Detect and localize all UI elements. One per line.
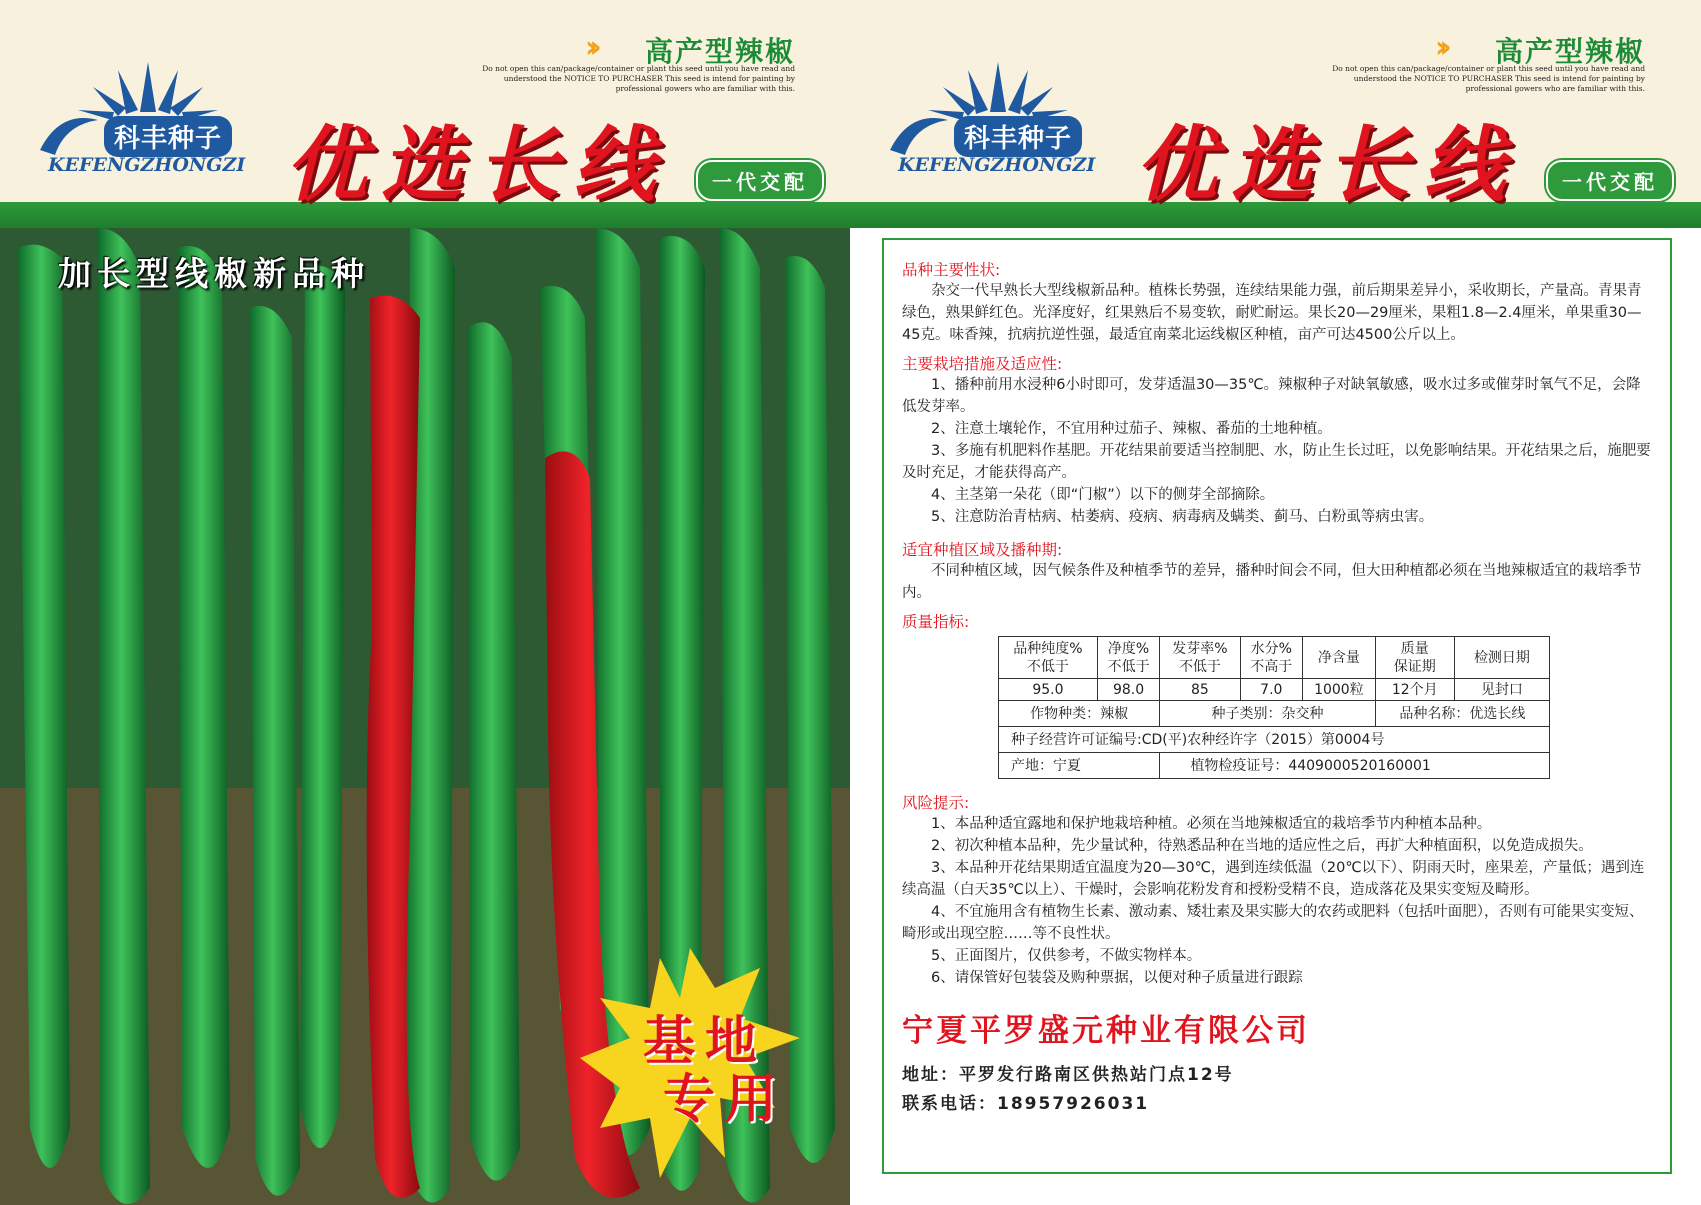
table-cell: 1000粒 [1303, 679, 1376, 701]
list-item: 3、多施有机肥料作基肥。开花结果前要适当控制肥、水，防止生长过旺，以免影响结果。开花结果之后，施肥要及时充足，才能获得高产。 [902, 443, 1651, 481]
traits-text: 杂交一代早熟长大型线椒新品种。植株长势强，连续结果能力强，前后期果差异小，采收期长，产量高。青果青绿色，熟果鲜红色。光泽度好，红果熟后不易变软，耐贮耐运。果长20—29厘米，果粗1.8—2.4厘米，单果重30—45克。味香辣，抗病抗逆性强，最适宜南菜北运线椒区种植，亩产可达4500公斤以上。 [902, 283, 1642, 343]
section-title-cultivation: 主要栽培措施及适应性: [902, 355, 1063, 373]
table-header: 水分% 不高于 [1240, 637, 1303, 679]
quality-table [998, 636, 1550, 779]
company-name: 宁夏平罗盛元种业有限公司 [902, 1013, 1310, 1049]
list-item: 6、请保管好包装袋及购种票据，以便对种子质量进行跟踪 [931, 970, 1303, 986]
f1-badge: 一代交配 [1546, 160, 1674, 201]
table-cell: 植物检疫证号：4409000520160001 [1160, 753, 1550, 779]
list-item: 3、本品种开花结果期适宜温度为20—30℃，遇到连续低温（20℃以下）、阴雨天时，座果差，产量低；遇到连续高温（白天35℃以上）、干燥时，会影响花粉发育和授粉受精不良，造成落花及果实变短及畸形。 [902, 860, 1645, 898]
table-cell: 品种名称：优选长线 [1375, 701, 1549, 727]
logo-subtitle: KEFENGZHONGZI [48, 154, 246, 176]
table-cell: 98.0 [1097, 679, 1160, 701]
table-header: 发芽率% 不低于 [1160, 637, 1240, 679]
wave-icon [890, 110, 950, 160]
table-cell: 12个月 [1375, 679, 1454, 701]
list-item: 4、主茎第一朵花（即“门椒”）以下的侧芽全部摘除。 [931, 487, 1275, 503]
table-header: 质量 保证期 [1375, 637, 1454, 679]
badge-line-2: 专用 [663, 1069, 788, 1130]
table-header: 品种纯度% 不低于 [999, 637, 1098, 679]
section-title-region: 适宜种植区域及播种期: [902, 541, 1063, 559]
pepper-photo [0, 228, 850, 1205]
list-item: 5、注意防治青枯病、枯萎病、疫病、病毒病及螨类、蓟马、白粉虱等病虫害。 [931, 509, 1434, 525]
badge-line-1: 基地 [643, 1011, 768, 1072]
table-cell: 85 [1160, 679, 1240, 701]
list-item: 5、正面图片，仅供参考，不做实物样本。 [931, 948, 1202, 964]
table-cell: 产地：宁夏 [999, 753, 1160, 779]
table-cell: 见封口 [1454, 679, 1549, 701]
f1-badge: 一代交配 [696, 160, 824, 201]
logo-text: 科丰种子 [104, 116, 232, 157]
notice-text: Do not open this can/package/container or plant this seed until you have read and understood the NOTICE TO PURCHASER This seed is intend for painting by professional gowers who are familiar with this. [482, 64, 795, 93]
table-cell: 种子经营许可证编号:CD(平)农种经许字（2015）第0004号 [999, 727, 1550, 753]
table-cell: 作物种类：辣椒 [999, 701, 1160, 727]
chevron-icon: ›› [585, 30, 594, 65]
table-cell: 95.0 [999, 679, 1098, 701]
section-title-traits: 品种主要性状: [902, 261, 1001, 279]
region-text: 不同种植区域，因气候条件及种植季节的差异，播种时间会不同，但大田种植都必须在当地辣椒适宜的栽培季节内。 [902, 563, 1642, 601]
list-item: 2、初次种植本品种，先少量试种，待熟悉品种在当地的适应性之后，再扩大种植面积，以免造成损失。 [931, 838, 1593, 854]
photo-headline: 加长型线椒新品种 [58, 254, 370, 293]
list-item: 2、注意土壤轮作，不宜用种过茄子、辣椒、番茄的土地种植。 [931, 421, 1332, 437]
header-left [0, 0, 850, 213]
wave-icon [40, 110, 100, 160]
list-item: 1、本品种适宜露地和保护地栽培种植。必须在当地辣椒适宜的栽培季节内种植本品种。 [931, 816, 1492, 832]
list-item: 1、播种前用水浸种6小时即可，发芽适温30—35℃。辣椒种子对缺氧敏感，吸水过多或催芽时氧气不足，会降低发芽率。 [902, 377, 1641, 415]
product-title: 优选长线 [1135, 117, 1519, 213]
product-title: 优选长线 [285, 117, 669, 213]
cultivation-list [902, 374, 1652, 528]
info-content [902, 258, 1652, 1114]
table-header: 净含量 [1303, 637, 1376, 679]
tagline: 高产型辣椒 [645, 35, 796, 68]
logo-text: 科丰种子 [954, 116, 1082, 157]
table-cell: 种子类别：杂交种 [1160, 701, 1375, 727]
chevron-icon: ›› [1435, 30, 1444, 65]
risk-list [902, 813, 1652, 989]
base-use-badge [643, 1013, 787, 1129]
table-cell: 7.0 [1240, 679, 1303, 701]
logo-subtitle: KEFENGZHONGZI [898, 154, 1096, 176]
list-item: 4、不宜施用含有植物生长素、激动素、矮壮素及果实膨大的农药或肥料（包括叶面肥），否则有可能果实变短、畸形或出现空腔……等不良性状。 [902, 904, 1644, 942]
company-phone: 联系电话：18957926031 [902, 1094, 1150, 1114]
table-header: 检测日期 [1454, 637, 1549, 679]
header-right [850, 0, 1700, 213]
tagline: 高产型辣椒 [1495, 35, 1646, 68]
table-header: 净度% 不低于 [1097, 637, 1160, 679]
notice-text: Do not open this can/package/container or plant this seed until you have read and understood the NOTICE TO PURCHASER This seed is intend for painting by professional gowers who are familiar with this. [1332, 64, 1645, 93]
section-title-risk: 风险提示: [902, 794, 970, 812]
section-title-quality: 质量指标: [902, 613, 970, 631]
company-address: 地址：平罗发行路南区供热站门点12号 [902, 1065, 1234, 1085]
